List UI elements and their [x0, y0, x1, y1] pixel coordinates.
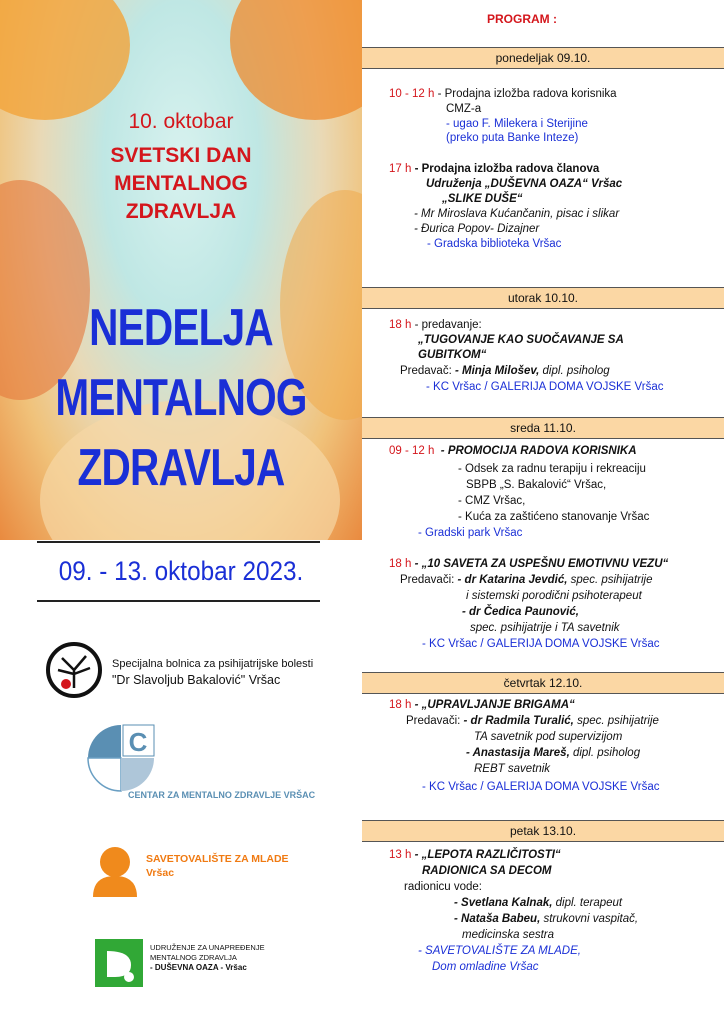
day-header-monday: ponedeljak 09.10.	[362, 47, 724, 69]
wednesday-event2-speaker2-title: spec. psihijatrije i TA savetnik	[470, 622, 620, 634]
monday-event1-line2: CMZ-a	[446, 103, 482, 115]
day-header-tuesday: utorak 10.10.	[362, 287, 724, 309]
event-dates: 09. - 13. oktobar 2023.	[58, 556, 304, 586]
hospital-name-line1: Specijalna bolnica za psihijatrijske bolesti	[112, 658, 314, 670]
hospital-name-line2: "Dr Slavoljub Bakalović" Vršac	[112, 673, 281, 687]
wednesday-event1-line4: - CMZ Vršac,	[458, 495, 526, 507]
wednesday-event1-line3: SBPB „S. Bakalović“ Vršac,	[466, 479, 607, 491]
monday-event1-line1: 10 - 12 h - Prodajna izložba radova korisnika	[389, 88, 617, 100]
week-title-line2: MENTALNOG	[55, 369, 307, 427]
tuesday-event-title: „TUGOVANJE KAO SUOČAVANJE SA	[418, 334, 624, 346]
friday-event-leader2: - Nataša Babeu, strukovni vaspitač,	[454, 913, 639, 925]
oaza-name-line3: - DUŠEVNA OAZA - Vršac	[150, 963, 247, 972]
thursday-event-speaker2-title: REBT savetnik	[474, 763, 551, 775]
wednesday-event1-location: - Gradski park Vršac	[418, 527, 523, 539]
monday-event1-location: - ugao F. Milekera i Sterijine	[446, 118, 588, 130]
day-header-thursday: četvrtak 12.10.	[362, 672, 724, 694]
wednesday-event2-line1: 18 h - „10 SAVETA ZA USPEŠNU EMOTIVNU VEZU“	[389, 558, 669, 570]
friday-event-location2: Dom omladine Vršac	[432, 961, 539, 973]
oaza-name-line2: MENTALNOG ZDRAVLJA	[150, 953, 237, 962]
wednesday-event2-speaker2: - dr Čedica Paunović,	[462, 606, 579, 618]
svg-text:C: C	[128, 727, 148, 757]
monday-event2-line2: Udruženja „DUŠEVNA OAZA“ Vršac	[426, 178, 623, 190]
thursday-event-speaker1: Predavači: - dr Radmila Turalić, spec. psihijatrije	[406, 715, 659, 727]
dusevna-oaza-logo-icon	[93, 937, 145, 989]
wednesday-event2-location: - KC Vršac / GALERIJA DOMA VOJSKE Vršac	[422, 638, 660, 650]
friday-event-line1: 13 h - „LEPOTA RAZLIČITOSTI“	[389, 849, 561, 861]
oaza-name-line1: UDRUŽENJE ZA UNAPREĐENJE	[150, 943, 265, 952]
program-panel	[362, 0, 724, 1024]
wednesday-event2-speaker1-title: i sistemski porodični psihoterapeut	[466, 590, 642, 602]
friday-event-title2: RADIONICA SA DECOM	[422, 865, 552, 877]
wednesday-event1-line5: - Kuća za zaštićeno stanovanje Vršac	[458, 511, 650, 523]
savetovaliste-name: SAVETOVALIŠTE ZA MLADE	[146, 853, 289, 865]
program-title: PROGRAM :	[487, 12, 557, 26]
thursday-event-speaker1-title: TA savetnik pod supervizijom	[474, 731, 623, 743]
day-header-friday: petak 13.10.	[362, 820, 724, 842]
friday-event-leader2-title: medicinska sestra	[462, 929, 555, 941]
wednesday-event2-speaker1: Predavači: - dr Katarina Jevdić, spec. psihijatrije	[400, 574, 653, 586]
monday-event2-line5: - Đurica Popov- Dizajner	[414, 223, 540, 235]
monday-event2-location: - Gradska biblioteka Vršac	[427, 238, 562, 250]
friday-event-location: - SAVETOVALIŠTE ZA MLADE,	[418, 945, 581, 957]
monday-event1-location2: (preko puta Banke Inteze)	[446, 132, 579, 144]
friday-event-led-by: radionicu vode:	[404, 881, 482, 893]
savetovaliste-logo-icon	[88, 842, 143, 897]
day-date: 10. oktobar	[128, 110, 234, 133]
thursday-event-speaker2: - Anastasija Mareš, dipl. psiholog	[466, 747, 641, 759]
thursday-event-location: - KC Vršac / GALERIJA DOMA VOJSKE Vršac	[422, 781, 660, 793]
savetovaliste-city: Vršac	[146, 867, 175, 879]
cmz-logo-icon	[86, 723, 156, 793]
hospital-logo-icon	[44, 640, 104, 700]
wednesday-event1-line2: - Odsek za radnu terapiju i rekreaciju	[458, 463, 646, 475]
monday-event2-line3: „SLIKE DUŠE“	[442, 193, 523, 205]
tuesday-event-title2: GUBITKOM“	[418, 349, 487, 361]
thursday-event-line1: 18 h - „UPRAVLJANJE BRIGAMA“	[389, 699, 575, 711]
wednesday-event1-line1: 09 - 12 h - PROMOCIJA RADOVA KORISNIKA	[389, 445, 637, 457]
friday-event-leader1: - Svetlana Kalnak, dipl. terapeut	[454, 897, 623, 909]
week-title-line3: ZDRAVLJA	[77, 439, 285, 497]
divider-top	[37, 541, 320, 543]
week-title-line1: NEDELJA	[89, 299, 273, 357]
tuesday-event-line1: 18 h - predavanje:	[389, 319, 482, 331]
monday-event2-line4: - Mr Miroslava Kućančanin, pisac i slikar	[414, 208, 620, 220]
day-header-wednesday: sreda 11.10.	[362, 417, 724, 439]
cmz-name: CENTAR ZA MENTALNO ZDRAVLJE VRŠAC	[128, 790, 316, 800]
world-day-title: SVETSKI DAN MENTALNOG ZDRAVLJA	[110, 144, 252, 223]
divider-bottom	[37, 600, 320, 602]
tuesday-event-location: - KC Vršac / GALERIJA DOMA VOJSKE Vršac	[426, 381, 664, 393]
tuesday-event-speaker: Predavač: - Minja Milošev, dipl. psiholog	[400, 365, 610, 377]
monday-event2-line1: 17 h - Prodajna izložba radova članova	[389, 163, 600, 175]
